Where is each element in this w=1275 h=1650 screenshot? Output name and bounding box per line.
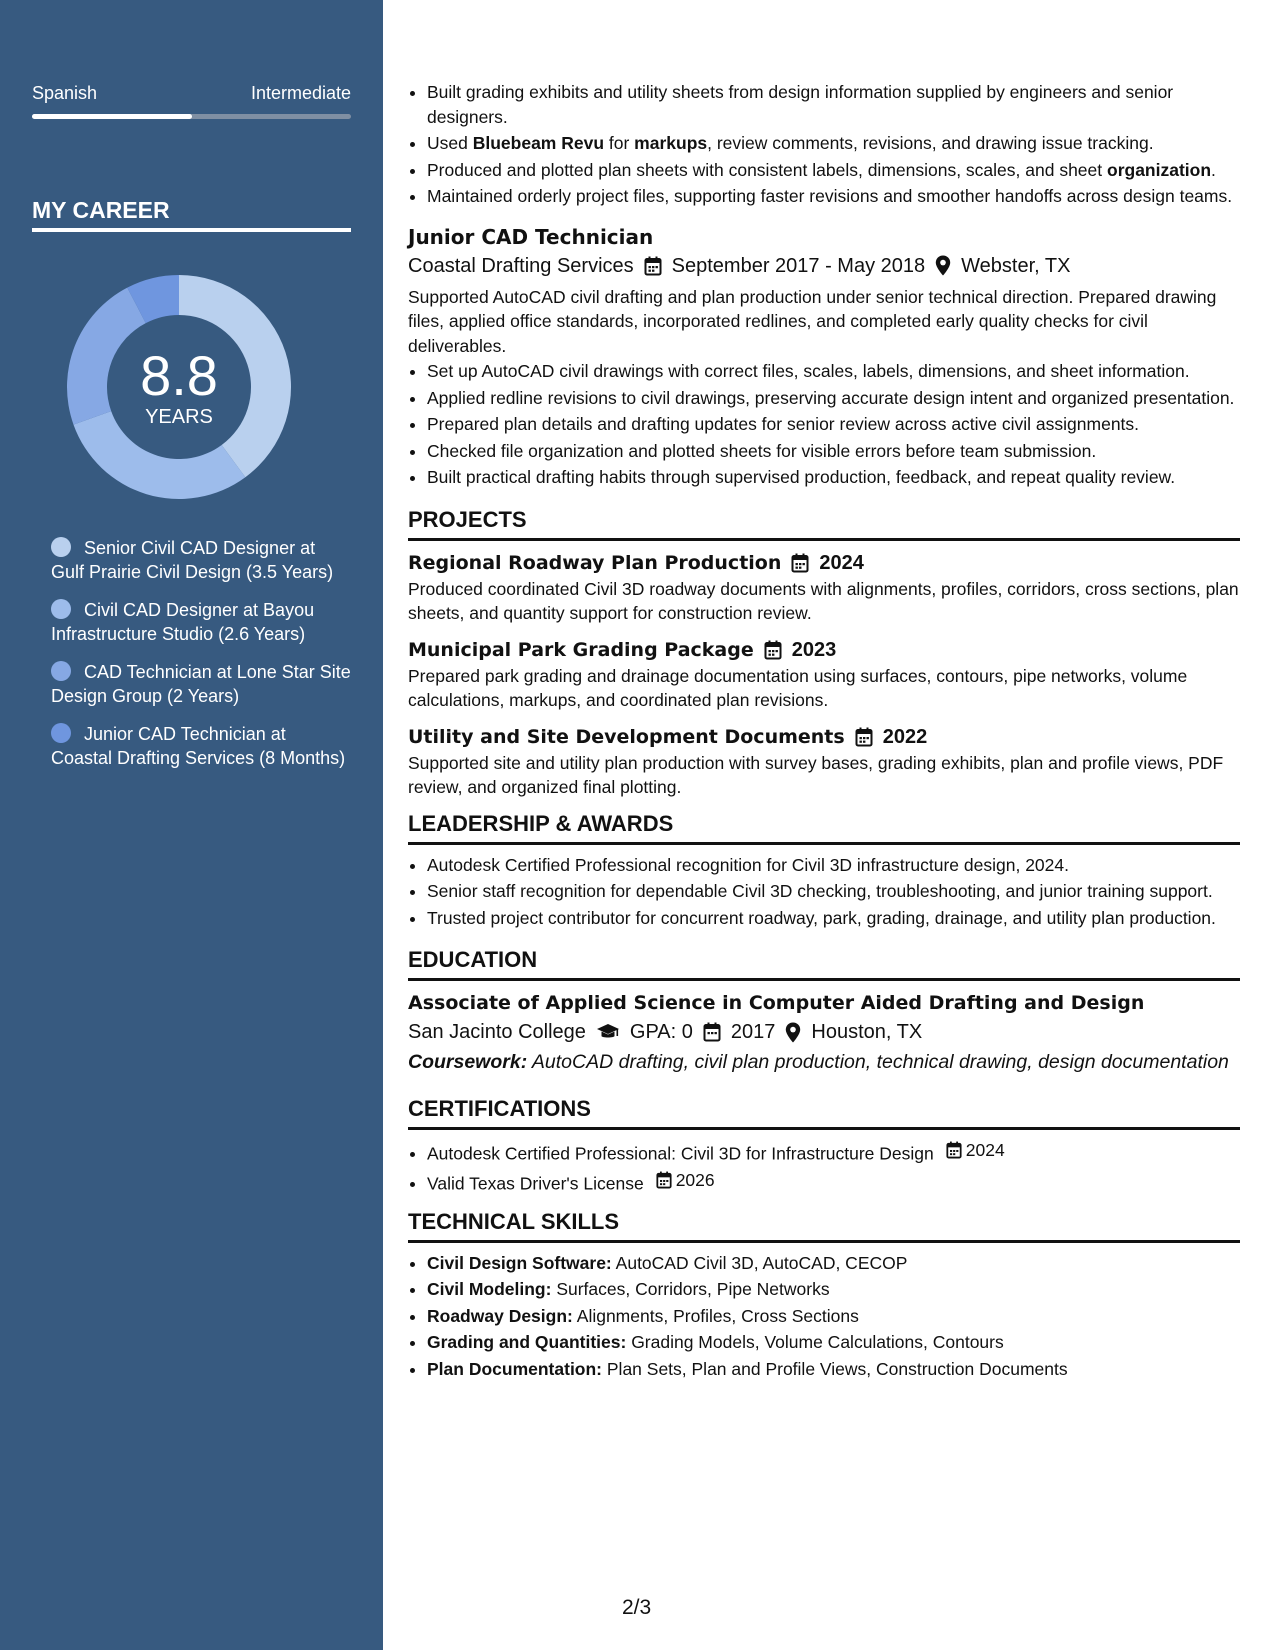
projects-list [408, 549, 1240, 800]
legend-dot-icon [51, 661, 71, 681]
certification-year: 2026 [675, 1169, 715, 1190]
skill-label: Civil Design Software: [427, 1252, 612, 1273]
calendar-icon [946, 1141, 962, 1159]
coursework-text: AutoCAD drafting, civil plan production, technical drawing, design documentation [527, 1051, 1229, 1073]
calendar-icon [703, 1022, 721, 1042]
career-legend [51, 536, 351, 784]
skill-item [427, 1357, 1240, 1382]
job-summary: Supported AutoCAD civil drafting and plan production under senior technical direction. Prepared drawing files, applied office standards, incorporated redlines, and completed early quality checks for civil deliverables. [408, 286, 1217, 356]
job-dates: September 2017 - May 2018 [671, 254, 926, 277]
experience-bullet [427, 158, 1240, 183]
project-description: Supported site and utility plan production with survey bases, grading exhibits, plan and profile views, PDF review, and organized final plotting. [408, 752, 1224, 797]
bullet-text: , review comments, revisions, and drawing issue tracking. [707, 133, 1154, 153]
education-heading: EDUCATION [408, 946, 1240, 981]
project-title: Utility and Site Development Documents [408, 725, 845, 748]
project-title: Regional Roadway Plan Production [408, 551, 782, 574]
graduation-cap-icon [596, 1023, 620, 1041]
calendar-icon [644, 256, 662, 276]
skill-value: Alignments, Profiles, Cross Sections [572, 1305, 859, 1326]
bullet-text: Used [427, 133, 473, 153]
certification-name: Valid Texas Driver's License [427, 1173, 644, 1193]
skill-item [427, 1330, 1240, 1355]
bullet-text: organization [1107, 159, 1212, 180]
language-level-fill [32, 114, 192, 119]
project-year: 2024 [819, 551, 864, 574]
skill-item [427, 1304, 1240, 1329]
experience-bullet [427, 131, 1240, 156]
company-name: Coastal Drafting Services [408, 254, 634, 277]
legend-label: Civil CAD Designer at Bayou Infrastructure Studio (2.6 Years) [51, 600, 315, 644]
skill-value: Surfaces, Corridors, Pipe Networks [551, 1279, 830, 1299]
job-bullet: • Applied redline revisions to civil drawings, preserving accurate design intent and organized presentation. [427, 386, 1240, 411]
leadership-list [408, 853, 1240, 931]
legend-label: CAD Technician at Lone Star Site Design Group (2 Years) [51, 662, 351, 706]
calendar-icon [855, 727, 873, 747]
project-item [408, 723, 1240, 800]
career-legend-item [51, 660, 351, 708]
project-year: 2022 [882, 725, 928, 748]
certifications-list [408, 1138, 1240, 1196]
bullet-text: Produced and plotted plan sheets with consistent labels, dimensions, scales, and sheet [427, 159, 1107, 180]
project-description: Prepared park grading and drainage documentation using surfaces, contours, pipe networks, volume calculations, markups, and coordinated plan revisions. [408, 665, 1188, 710]
bullet-text: Built grading exhibits and utility sheets from design information supplied by engineers and senior designers. [427, 82, 1174, 127]
location-pin-icon [785, 1022, 801, 1043]
skill-item [427, 1277, 1240, 1302]
experience-bullet [427, 184, 1240, 209]
coursework-label: Coursework: [408, 1051, 528, 1073]
project-item [408, 549, 1240, 626]
skill-label: Roadway Design: [427, 1305, 573, 1326]
experience-bullets [408, 80, 1240, 209]
legend-dot-icon [51, 723, 71, 743]
legend-label: Junior CAD Technician at Coastal Drafting Services (8 Months) [51, 724, 346, 768]
career-legend-item [51, 536, 351, 584]
job-bullet: • Checked file organization and plotted sheets for visible errors before team submission. [427, 439, 1240, 464]
certification-item [427, 1168, 1240, 1196]
certification-name: Autodesk Certified Professional: Civil 3D for Infrastructure Design [427, 1143, 934, 1164]
certification-item [427, 1138, 1240, 1166]
language-name: Spanish [32, 83, 98, 103]
project-year: 2023 [791, 638, 837, 661]
skill-value: Plan Sets, Plan and Profile Views, Construction Documents [602, 1358, 1068, 1379]
bullet-text: for [604, 133, 635, 153]
gpa: GPA: 0 [629, 1021, 693, 1043]
leadership-item: • Trusted project contributor for concurrent roadway, park, grading, drainage, and utility plan production. [427, 906, 1240, 931]
leadership-item: • Senior staff recognition for dependable Civil 3D checking, troubleshooting, and junior training support. [427, 879, 1240, 904]
bullet-text: Bluebeam Revu [472, 133, 605, 153]
location-pin-icon [935, 255, 951, 276]
job-location: Webster, TX [961, 254, 1071, 277]
skill-value: Grading Models, Volume Calculations, Contours [626, 1332, 1004, 1352]
coursework [408, 1050, 1240, 1075]
career-legend-item [51, 722, 351, 770]
language-skill [32, 82, 351, 119]
education-meta [408, 1017, 1240, 1047]
language-level-bar [32, 114, 351, 119]
certifications-heading: CERTIFICATIONS [408, 1095, 1240, 1130]
sidebar [0, 0, 383, 1650]
legend-dot-icon [51, 599, 71, 619]
calendar-icon [791, 553, 809, 573]
degree-title: Associate of Applied Science in Computer Aided Drafting and Design [408, 992, 1145, 1014]
career-heading: MY CAREER [32, 196, 351, 232]
job-bullet: • Prepared plan details and drafting updates for senior review across active civil assignments. [427, 412, 1240, 437]
job-meta [408, 251, 1240, 281]
language-level: Intermediate [250, 83, 351, 103]
skill-label: Grading and Quantities: [427, 1332, 627, 1352]
project-title: Municipal Park Grading Package [408, 638, 754, 661]
leadership-heading: LEADERSHIP & AWARDS [408, 810, 1240, 845]
skills-list [408, 1251, 1240, 1382]
calendar-icon [764, 640, 782, 660]
project-title-row [408, 549, 1240, 577]
job-bullet: • Built practical drafting habits through supervised production, feedback, and repeat quality review. [427, 465, 1240, 490]
skill-label: Civil Modeling: [427, 1279, 552, 1299]
certification-year: 2024 [965, 1140, 1005, 1160]
certification-date [946, 1138, 1005, 1163]
calendar-icon [656, 1171, 672, 1189]
job-bullet: • Set up AutoCAD civil drawings with correct files, scales, labels, dimensions, and sheet information. [427, 359, 1240, 384]
school-location: Houston, TX [811, 1021, 923, 1043]
project-title-row [408, 636, 1240, 664]
total-years-unit: YEARS [145, 406, 213, 428]
skill-item [427, 1251, 1240, 1276]
career-donut-chart [67, 275, 291, 499]
experience-bullet [427, 80, 1240, 129]
legend-dot-icon [51, 537, 71, 557]
career-legend-item [51, 598, 351, 646]
job-bullets [408, 359, 1240, 490]
project-description: Produced coordinated Civil 3D roadway documents with alignments, profiles, corridors, cross sections, plan sheets, and quantity support for construction review. [408, 578, 1239, 623]
skill-value: AutoCAD Civil 3D, AutoCAD, CECOP [611, 1252, 908, 1273]
skills-heading: TECHNICAL SKILLS [408, 1208, 1240, 1243]
legend-label: Senior Civil CAD Designer at Gulf Prairie Civil Design (3.5 Years) [51, 538, 334, 582]
projects-heading: PROJECTS [408, 506, 1240, 541]
bullet-text: markups [634, 133, 708, 153]
bullet-text: . [1211, 159, 1216, 180]
project-title-row [408, 723, 1240, 751]
main-content [408, 80, 1240, 1383]
certification-date [656, 1168, 715, 1193]
bullet-text: Maintained orderly project files, supporting faster revisions and smoother handoffs across design teams. [427, 186, 1233, 206]
total-years-value: 8.8 [140, 344, 218, 407]
project-item [408, 636, 1240, 713]
graduation-year: 2017 [730, 1021, 776, 1043]
leadership-item: • Autodesk Certified Professional recognition for Civil 3D infrastructure design, 2024. [427, 853, 1240, 878]
school-name: San Jacinto College [408, 1021, 586, 1043]
page-number: 2/3 [622, 1596, 652, 1619]
skill-label: Plan Documentation: [427, 1358, 603, 1379]
job-title: Junior CAD Technician [408, 224, 654, 249]
